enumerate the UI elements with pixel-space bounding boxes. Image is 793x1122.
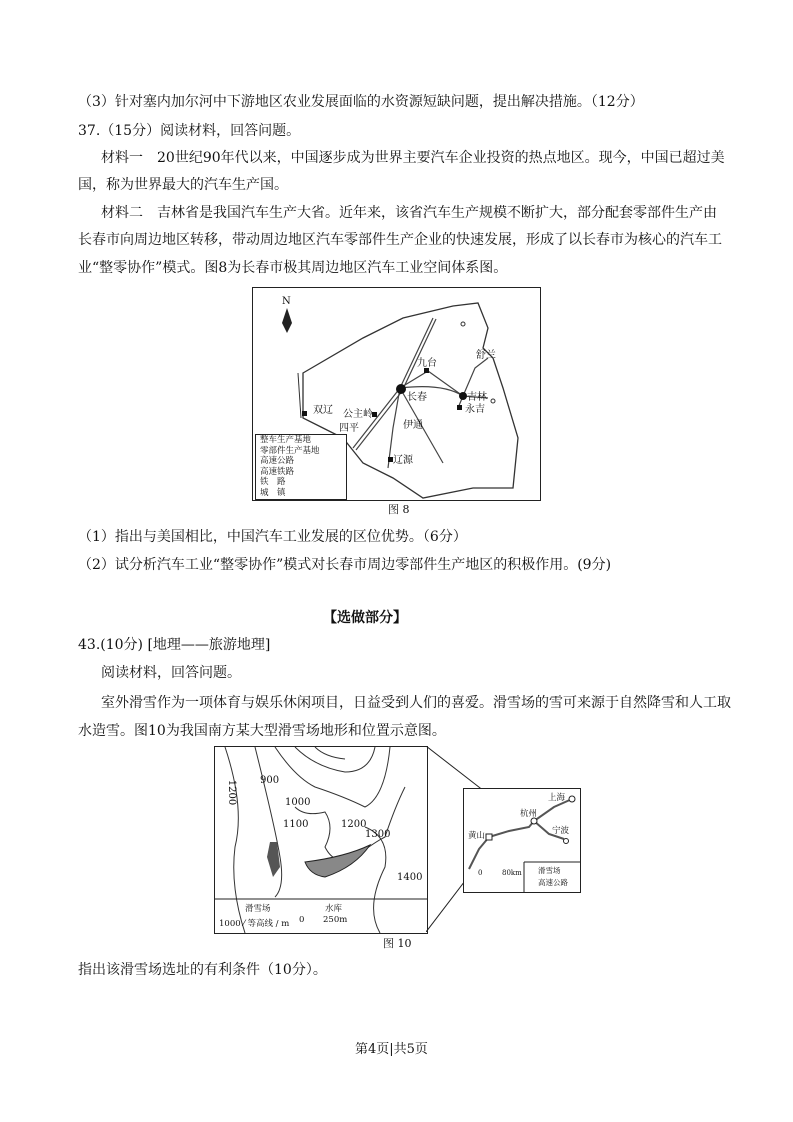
legend-contour: 1000 ⁄ 等高线 / m [219,919,290,929]
material-1-cont: 国，称为世界最大的汽车生产国。 [78,177,288,193]
paragraph-cont: 水造雪。图10为我国南方某大型滑雪场地形和位置示意图。 [78,723,446,739]
read-instruction: 阅读材料，回答问题。 [101,665,241,681]
contour-label: 1400 [397,872,423,883]
page-footer: 第4页|共5页 [355,1042,428,1057]
contour-label: 1300 [365,829,391,840]
place-label: 四平 [339,423,359,434]
paragraph: 室外滑雪作为一项体育与娱乐休闲项目，日益受到人们的喜爱。滑雪场的雪可来源于自然降雪和人工取 [101,695,731,711]
contour-label: 1000 [285,797,311,808]
place-label: 伊通 [403,420,423,431]
place-label: 永吉 [465,404,485,415]
scale-label: 80km [502,869,522,877]
place-label: 吉林 [467,392,487,403]
question-36-3: （3）针对塞内加尔河中下游地区农业发展面临的水资源短缺问题，提出解决措施。（12分） [78,94,644,110]
legend-item: 整车生产基地 [260,435,312,445]
north-arrow-icon [282,308,292,333]
contour-label: 900 [260,775,280,786]
place-label: 舒兰 [476,350,496,361]
legend-reservoir: 水库 [325,904,343,914]
section-heading: 【选做部分】 [323,610,407,626]
material-2-cont2: 业“整零协作”模式。图8为长春市极其周边地区汽车工业空间体系图。 [78,260,508,276]
place-label: 杭州 [520,809,538,819]
contour-label: 1200 [226,779,238,806]
scale-zero: 0 [478,869,483,877]
contour-label: 1100 [283,819,309,830]
scale-label: 250m [323,915,348,925]
figure-10-terrain-map [214,746,428,934]
question-43-1: 指出该滑雪场选址的有利条件（10分）。 [78,962,327,978]
legend-item: 铁 路 [260,477,286,487]
material-2: 材料二 吉林省是我国汽车生产大省。近年来，该省汽车生产规模不断扩大，部分配套零部件生产由 [101,205,717,221]
north-label: N [282,296,291,307]
scale-zero: 0 [299,915,305,925]
legend-ski: 滑雪场 [538,866,561,875]
question-37: 37.（15分）阅读材料，回答问题。 [78,123,301,139]
legend-item: 高速公路 [260,456,295,466]
place-label: 长春 [407,392,427,403]
place-label: 辽源 [393,455,413,466]
material-1: 材料一 20世纪90年代以来，中国逐步成为世界主要汽车企业投资的热点地区。现今，中国已超过美 [101,150,725,166]
place-label: 黄山 [468,831,486,841]
material-2-cont: 长春市向周边地区转移，带动周边地区汽车零部件生产企业的快速发展，形成了以长春市为核心的汽车工 [78,232,722,248]
legend-item: 零部件生产基地 [260,445,320,456]
figure-10-caption: 图 10 [383,937,412,950]
place-label: 公主岭 [343,409,373,420]
figure-8-map [252,287,541,501]
question-37-1: （1）指出与美国相比，中国汽车工业发展的区位优势。（6分） [78,529,467,545]
legend-item: 城 镇 [260,487,286,498]
fig8-legend [255,434,347,500]
question-37-2: （2）试分析汽车工业“整零协作”模式对长春市周边零部件生产地区的积极作用。(9分) [78,557,612,573]
legend-road: 高速公路 [538,878,568,887]
question-43: 43.(10分) [地理——旅游地理] [78,637,271,653]
figure-10-location-inset [463,788,581,893]
place-label: 宁波 [552,826,570,836]
place-label: 上海 [548,793,566,803]
contour-label: 1200 [341,819,367,830]
place-label: 双辽 [313,405,333,416]
legend-item: 高速铁路 [260,466,295,477]
place-label: 九台 [417,358,437,369]
legend-ski: 滑雪场 [245,904,271,914]
figure-8-caption: 图 8 [388,503,410,516]
